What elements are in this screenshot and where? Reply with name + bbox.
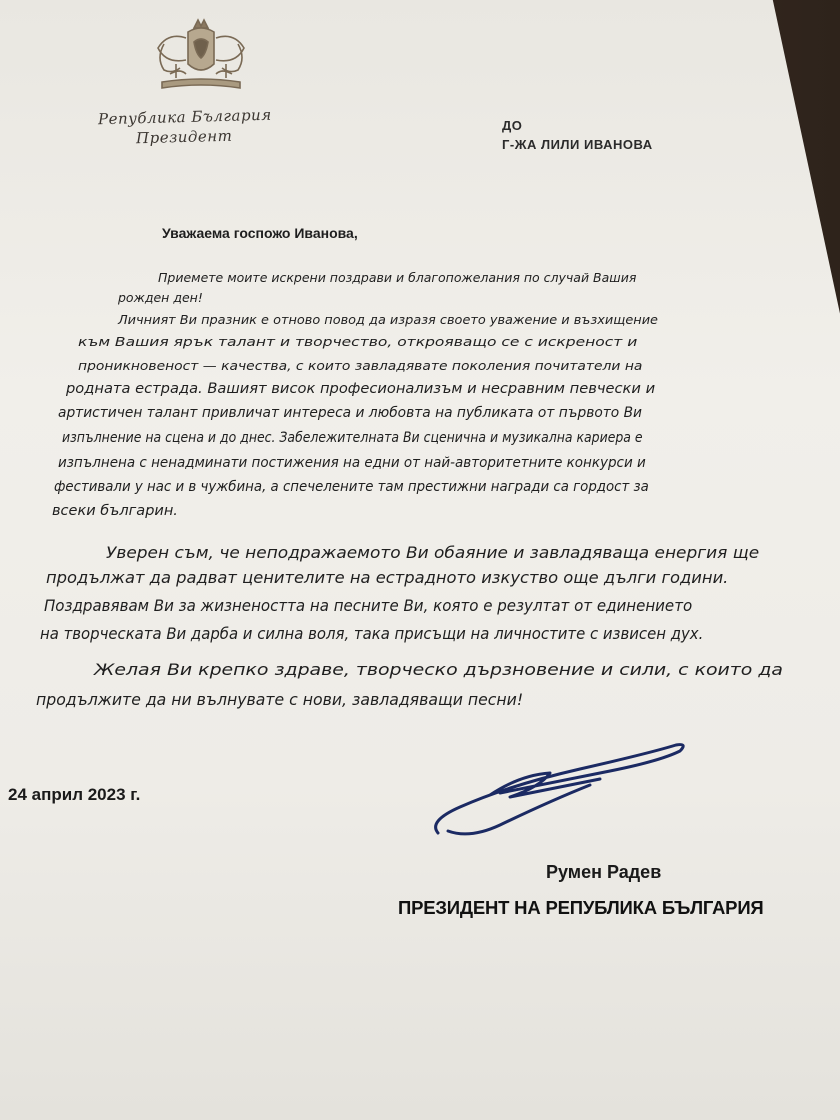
body-line: артистичен талант привличат интереса и любовта на публиката от първото Ви bbox=[58, 405, 643, 421]
body-line: продължите да ни вълнувате с нови, завладяващи песни! bbox=[36, 690, 524, 709]
recipient-name: Г-ЖА ЛИЛИ ИВАНОВА bbox=[502, 137, 653, 152]
body-line: продължат да радват ценителите на естрадното изкуство още дълги години. bbox=[46, 568, 729, 587]
body-line: проникновеност — качества, с които завладявате поколения почитатели на bbox=[78, 358, 643, 373]
header-office: Президент bbox=[135, 126, 233, 148]
letter-date: 24 април 2023 г. bbox=[8, 785, 141, 804]
recipient-to: ДО bbox=[502, 118, 523, 133]
body-line: Уверен съм, че неподражаемото Ви обаяние и завладяваща енергия ще bbox=[106, 543, 760, 562]
header-republic: Република България bbox=[97, 105, 272, 129]
body-line: родната естрада. Вашият висок професионализъм и несравним певчески и bbox=[66, 381, 656, 397]
body-line: рожден ден! bbox=[118, 290, 203, 305]
body-line: Желая Ви крепко здраве, творческо дързновение и сили, с които да bbox=[94, 660, 783, 679]
salutation: Уважаема госпожо Иванова, bbox=[162, 225, 358, 241]
body-line: към Вашия ярък талант и творчество, открояващо се с искреност и bbox=[78, 334, 638, 349]
handwritten-signature-icon bbox=[430, 735, 690, 845]
body-line: Приемете моите искрени поздрави и благопожелания по случай Вашия bbox=[158, 270, 637, 285]
signatory-title: ПРЕЗИДЕНТ НА РЕПУБЛИКА БЪЛГАРИЯ bbox=[398, 897, 764, 918]
body-line: изпълнена с ненадминати постижения на едни от най-авторитетните конкурси и bbox=[58, 455, 646, 471]
body-line: Поздравявам Ви за жизнеността на песните Ви, която е резултат от единението bbox=[44, 596, 693, 615]
coat-of-arms-icon bbox=[136, 14, 266, 102]
body-line: всеки българин. bbox=[52, 503, 178, 519]
body-line: изпълнение на сцена и до днес. Забележителната Ви сценична и музикална кариера е bbox=[62, 430, 643, 446]
body-line: фестивали у нас и в чужбина, а спечелените там престижни награди са гордост за bbox=[54, 479, 649, 495]
signatory-name: Румен Радев bbox=[546, 862, 662, 882]
body-line: Личният Ви празник е отново повод да изразя своето уважение и възхищение bbox=[118, 312, 658, 327]
body-line: на творческата Ви дарба и силна воля, така присъщи на личностите с извисен дух. bbox=[40, 624, 704, 643]
